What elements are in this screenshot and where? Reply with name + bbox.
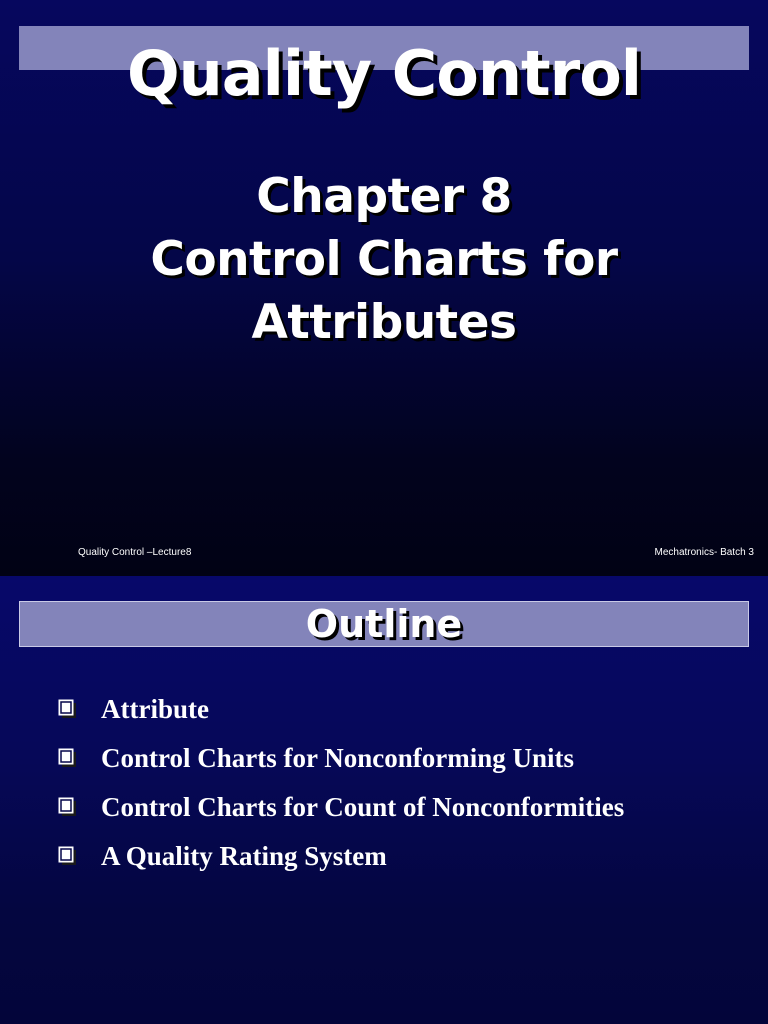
list-item-label: A Quality Rating System <box>101 840 387 871</box>
slide-outline <box>0 576 768 1024</box>
list-item-label: Control Charts for Nonconforming Units <box>101 742 575 773</box>
checkbox-square-icon <box>58 845 77 867</box>
outline-list <box>58 684 624 880</box>
footer-lecture: Quality Control –Lecture8 <box>78 547 192 558</box>
list-item <box>58 733 624 782</box>
outline-title: Outline <box>305 602 463 646</box>
chapter-title-line-2: Attributes <box>251 295 517 350</box>
footer-batch: Mechatronics- Batch 3 <box>654 547 754 558</box>
slide-main-title: Quality Control <box>126 37 642 110</box>
checkbox-square-icon <box>58 698 77 720</box>
chapter-label: Chapter 8 <box>256 169 512 224</box>
list-item-label: Control Charts for Count of Nonconformities <box>101 791 625 822</box>
checkbox-square-icon <box>58 747 77 769</box>
list-item <box>58 684 624 733</box>
list-item-label: Attribute <box>101 693 209 724</box>
checkbox-square-icon <box>58 796 77 818</box>
list-item <box>58 782 624 831</box>
chapter-title-line-1: Control Charts for <box>150 232 618 287</box>
list-item <box>58 831 624 880</box>
